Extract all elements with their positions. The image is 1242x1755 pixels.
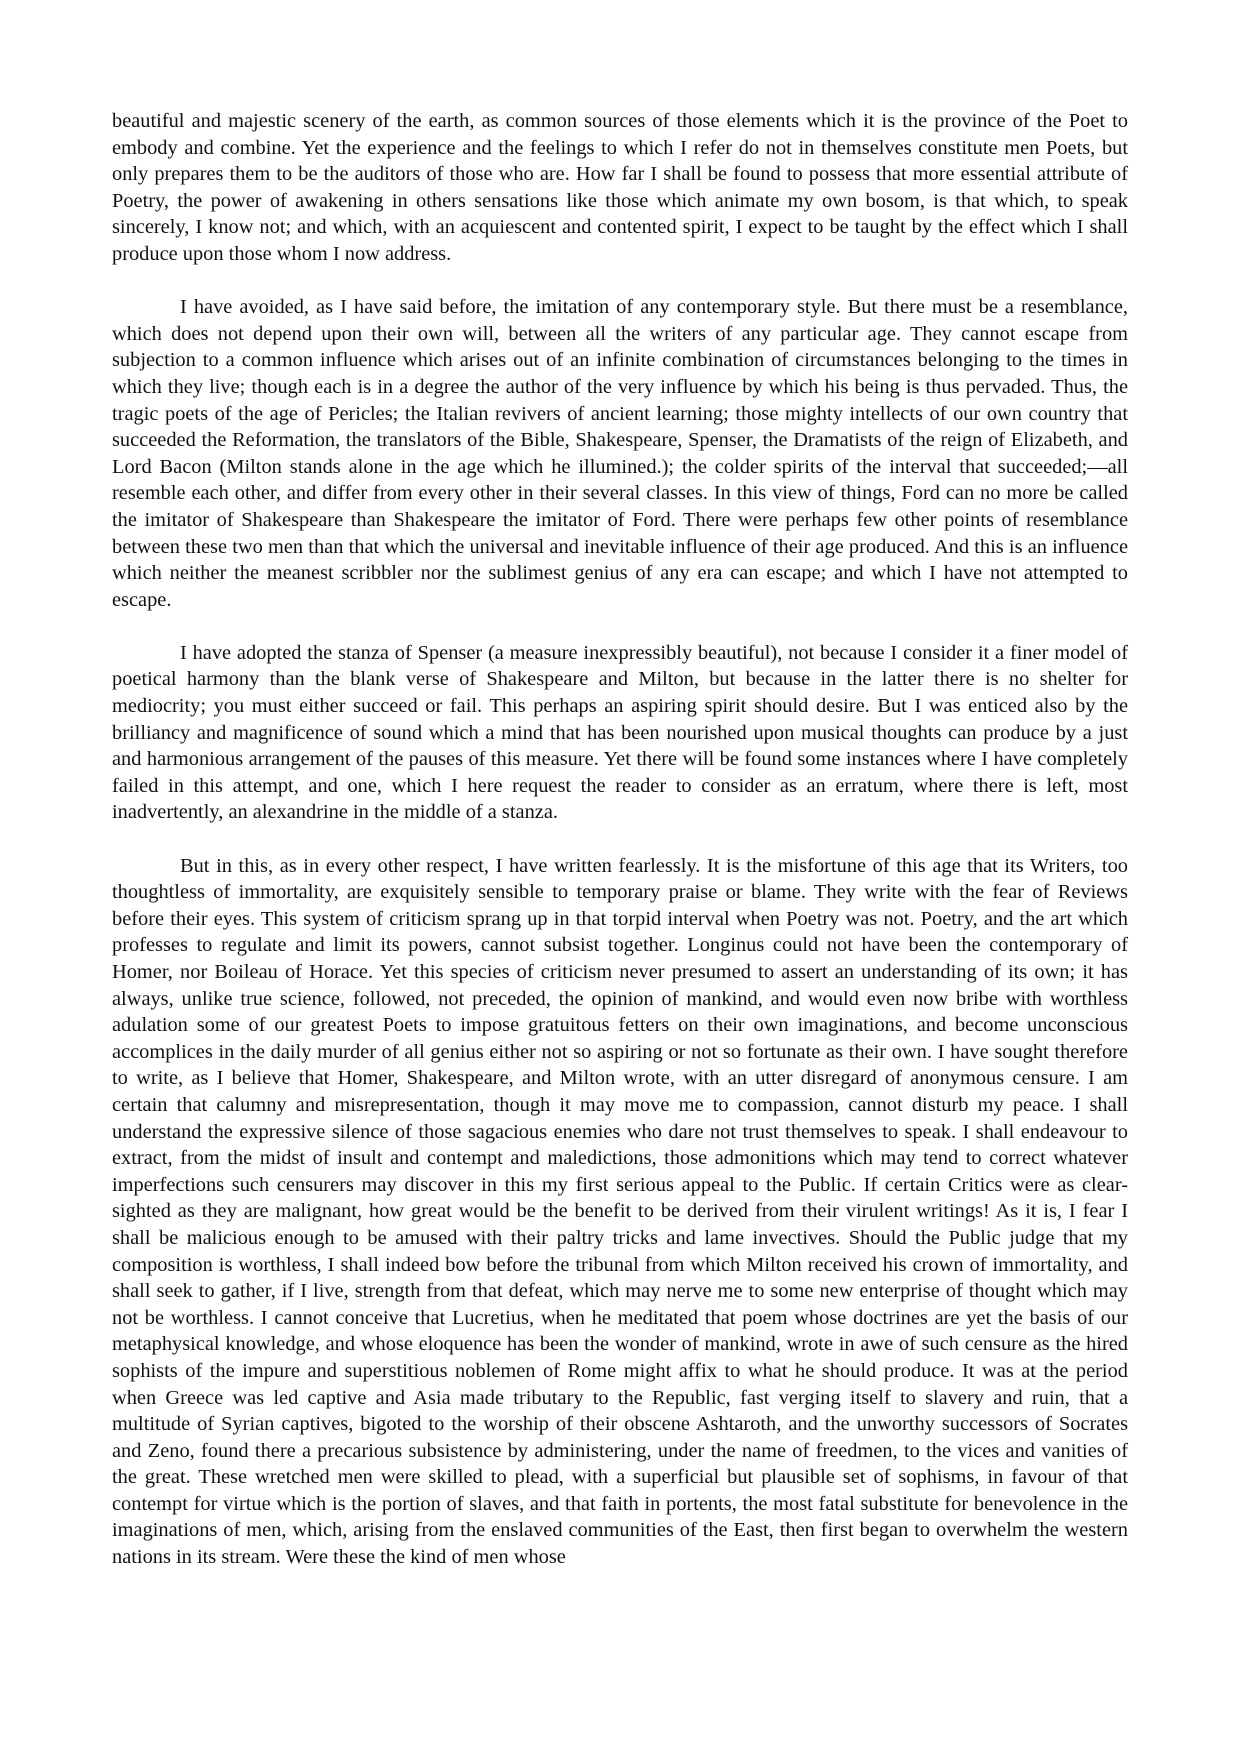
document-page [112,108,1128,1571]
paragraph-1: beautiful and majestic scenery of the earth, as common sources of those elements which it is the province of the Poet to embody and combine. Yet the experience and the feelings to which I refer do not in themselves constitute men Poets, but only prepares them to be the auditors of those who are. How far I shall be found to possess that more essential attribute of Poetry, the power of awakening in others sensations like those which animate my own bosom, is that which, to speak sincerely, I know not; and which, with an acquiescent and contented spirit, I expect to be taught by the effect which I shall produce upon those whom I now address. [112,110,1128,265]
paragraph-4: But in this, as in every other respect, I have written fearlessly. It is the misfortune of this age that its Writers, too thoughtless of immortality, are exquisitely sensible to temporary praise or blame. They write with the fear of Reviews before their eyes. This system of criticism sprang up in that torpid interval when Poetry was not. Poetry, and the art which professes to regulate and limit its powers, cannot subsist together. Longinus could not have been the contemporary of Homer, nor Boileau of Horace. Yet this species of criticism never presumed to assert an understanding of its own; it has always, unlike true science, followed, not preceded, the opinion of mankind, and would even now bribe with worthless adulation some of our greatest Poets to impose gratuitous fetters on their own imaginations, and become unconscious accomplices in the daily murder of all genius either not so aspiring or not so fortunate as their own. I have sought therefore to write, as I believe that Homer, Shakespeare, and Milton wrote, with an utter disregard of anonymous censure. I am certain that calumny and misrepresentation, though it may move me to compassion, cannot disturb my peace. I shall understand the expressive silence of those sagacious enemies who dare not trust themselves to speak. I shall endeavour to extract, from the midst of insult and contempt and maledictions, those admonitions which may tend to correct whatever imperfections such censurers may discover in this my first serious appeal to the Public. If certain Critics were as clear-sighted as they are malignant, how great would be the benefit to be derived from their virulent writings! As it is, I fear I shall be malicious enough to be amused with their paltry tricks and lame invectives. Should the Public judge that my composition is worthless, I shall indeed bow before the tribunal from which Milton received his crown of immortality, and shall seek to gather, if I live, strength from that defeat, which may nerve me to some new enterprise of thought which may not be worthless. I cannot conceive that Lucretius, when he meditated that poem whose doctrines are yet the basis of our metaphysical knowledge, and whose eloquence has been the wonder of mankind, wrote in awe of such censure as the hired sophists of the impure and superstitious noblemen of Rome might affix to what he should produce. It was at the period when Greece was led captive and Asia made tributary to the Republic, fast verging itself to slavery and ruin, that a multitude of Syrian captives, bigoted to the worship of their obscene Ashtaroth, and the unworthy successors of Socrates and Zeno, found there a precarious subsistence by administering, under the name of freedmen, to the vices and vanities of the great. These wretched men were skilled to plead, with a superficial but plausible set of sophisms, in favour of that contempt for virtue which is the portion of slaves, and that faith in portents, the most fatal substitute for benevolence in the imaginations of men, which, arising from the enslaved communities of the East, then first began to overwhelm the western nations in its stream. Were these the kind of men whose [112,854,1128,1569]
paragraph-3: I have adopted the stanza of Spenser (a measure inexpressibly beautiful), not because I consider it a finer model of poetical harmony than the blank verse of Shakespeare and Milton, but because in the latter there is no shelter for mediocrity; you must either succeed or fail. This perhaps an aspiring spirit should desire. But I was enticed also by the brilliancy and magnificence of sound which a mind that has been nourished upon musical thoughts can produce by a just and harmonious arrangement of the pauses of this measure. Yet there will be found some instances where I have completely failed in this attempt, and one, which I here request the reader to consider as an erratum, where there is left, most inadvertently, an alexandrine in the middle of a stanza. [112,641,1128,824]
paragraph-2: I have avoided, as I have said before, the imitation of any contemporary style. But there must be a resemblance, which does not depend upon their own will, between all the writers of any particular age. They cannot escape from subjection to a common influence which arises out of an infinite combination of circumstances belonging to the times in which they live; though each is in a degree the author of the very influence by which his being is thus pervaded. Thus, the tragic poets of the age of Pericles; the Italian revivers of ancient learning; those mighty intellects of our own country that succeeded the Reformation, the translators of the Bible, Shakespeare, Spenser, the Dramatists of the reign of Elizabeth, and Lord Bacon (Milton stands alone in the age which he illumined.); the colder spirits of the interval that succeeded;—all resemble each other, and differ from every other in their several classes. In this view of things, Ford can no more be called the imitator of Shakespeare than Shakespeare the imitator of Ford. There were perhaps few other points of resemblance between these two men than that which the universal and inevitable influence of their age produced. And this is an influence which neither the meanest scribbler nor the sublimest genius of any era can escape; and which I have not attempted to escape. [112,296,1128,611]
